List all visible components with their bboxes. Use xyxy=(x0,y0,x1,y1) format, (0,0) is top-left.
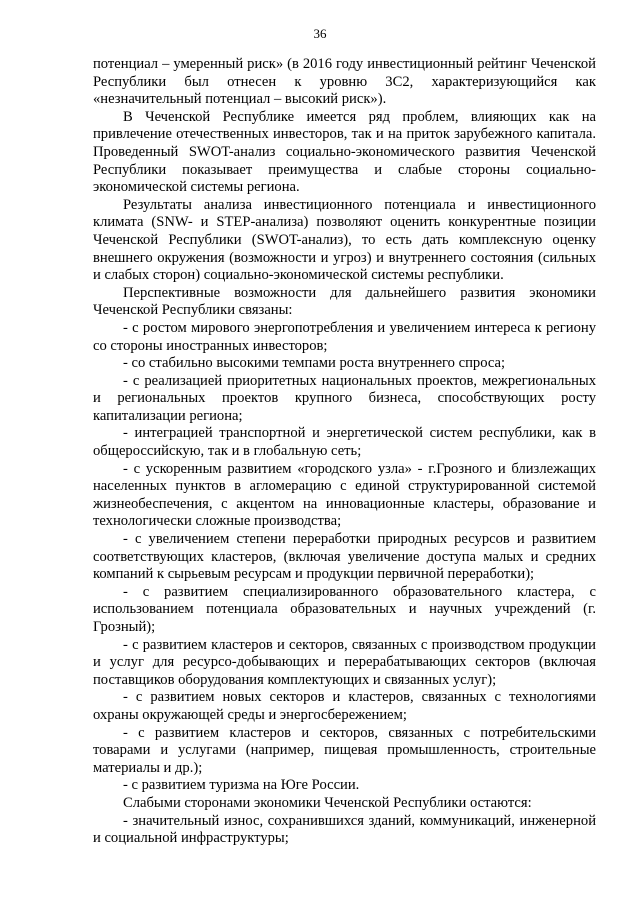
list-item: - с развитием кластеров и секторов, связанных с потребительскими товарами и услугами (например, пищевая промышленность, строительные материалы и др.); xyxy=(93,724,596,776)
list-item: - с развитием специализированного образовательного кластера, с использованием потенциала образовательных и научных учреждений (г. Грозный); xyxy=(93,583,596,635)
list-item: - с ускоренным развитием «городского узла» - г.Грозного и близлежащих населенных пунктов в агломерацию с единой структурированной системой жизнеобеспечения, с акцентом на инновационные кластеры, образование и технологически сложные производства; xyxy=(93,460,596,530)
list-item: - с реализацией приоритетных национальных проектов, межрегиональных и региональных проектов крупного бизнеса, способствующих росту капитализации региона; xyxy=(93,372,596,424)
page-number: 36 xyxy=(313,26,327,41)
list-item: - с ростом мирового энергопотребления и увеличением интереса к региону со стороны иностранных инвесторов; xyxy=(93,319,596,354)
list-item: - с увеличением степени переработки природных ресурсов и развитием соответствующих кластеров, (включая увеличение доступа малых и средних компаний к сырьевым ресурсам и продукции первичной переработки); xyxy=(93,531,596,583)
page-body xyxy=(93,56,596,848)
list-item: - со стабильно высокими темпами роста внутреннего спроса; xyxy=(123,355,506,372)
list-item: - интеграцией транспортной и энергетической систем республики, как в общероссийскую, так и в глобальную сеть; xyxy=(93,425,596,460)
list-item: - с развитием туризма на Юге России. xyxy=(123,777,360,794)
paragraph: В Чеченской Республике имеется ряд проблем, влияющих как на привлечение отечественных инвесторов, так и на приток зарубежного капитала. Проведенный SWOT-анализ социально-экономического развития Чеченской Республики показывает преимущества и слабые стороны социально-экономической системы региона. xyxy=(93,108,596,196)
paragraph-continuation: потенциал – умеренный риск» (в 2016 году инвестиционный рейтинг Чеченской Республики был отнесен к уровню 3С2, характеризующийся как «незначительный потенциал – высокий риск»). xyxy=(93,56,596,108)
paragraph: Слабыми сторонами экономики Чеченской Республики остаются: xyxy=(123,794,532,811)
paragraph: Результаты анализа инвестиционного потенциала и инвестиционного климата (SNW- и STEP-анализа) позволяют оценить конкурентные позиции Чеченской Республики (SWOT-анализ), то есть дать комплексную оценку внешнего окружения (возможности и угроз) и внутреннего состояния (сильных и слабых сторон) социально-экономической системы республики. xyxy=(93,196,596,284)
paragraph: Перспективные возможности для дальнейшего развития экономики Чеченской Республики связаны: xyxy=(93,284,596,319)
list-item: - значительный износ, сохранившихся зданий, коммуникаций, инженерной и социальной инфраструктуры; xyxy=(93,812,596,847)
list-item: - с развитием новых секторов и кластеров, связанных с технологиями охраны окружающей среды и энергосбережением; xyxy=(93,689,596,723)
list-item: - с развитием кластеров и секторов, связанных с производством продукции и услуг для ресурсо-добывающих и перерабатывающих секторов (включая поставщиков оборудования комплектующих и связанных услуг); xyxy=(93,636,596,688)
